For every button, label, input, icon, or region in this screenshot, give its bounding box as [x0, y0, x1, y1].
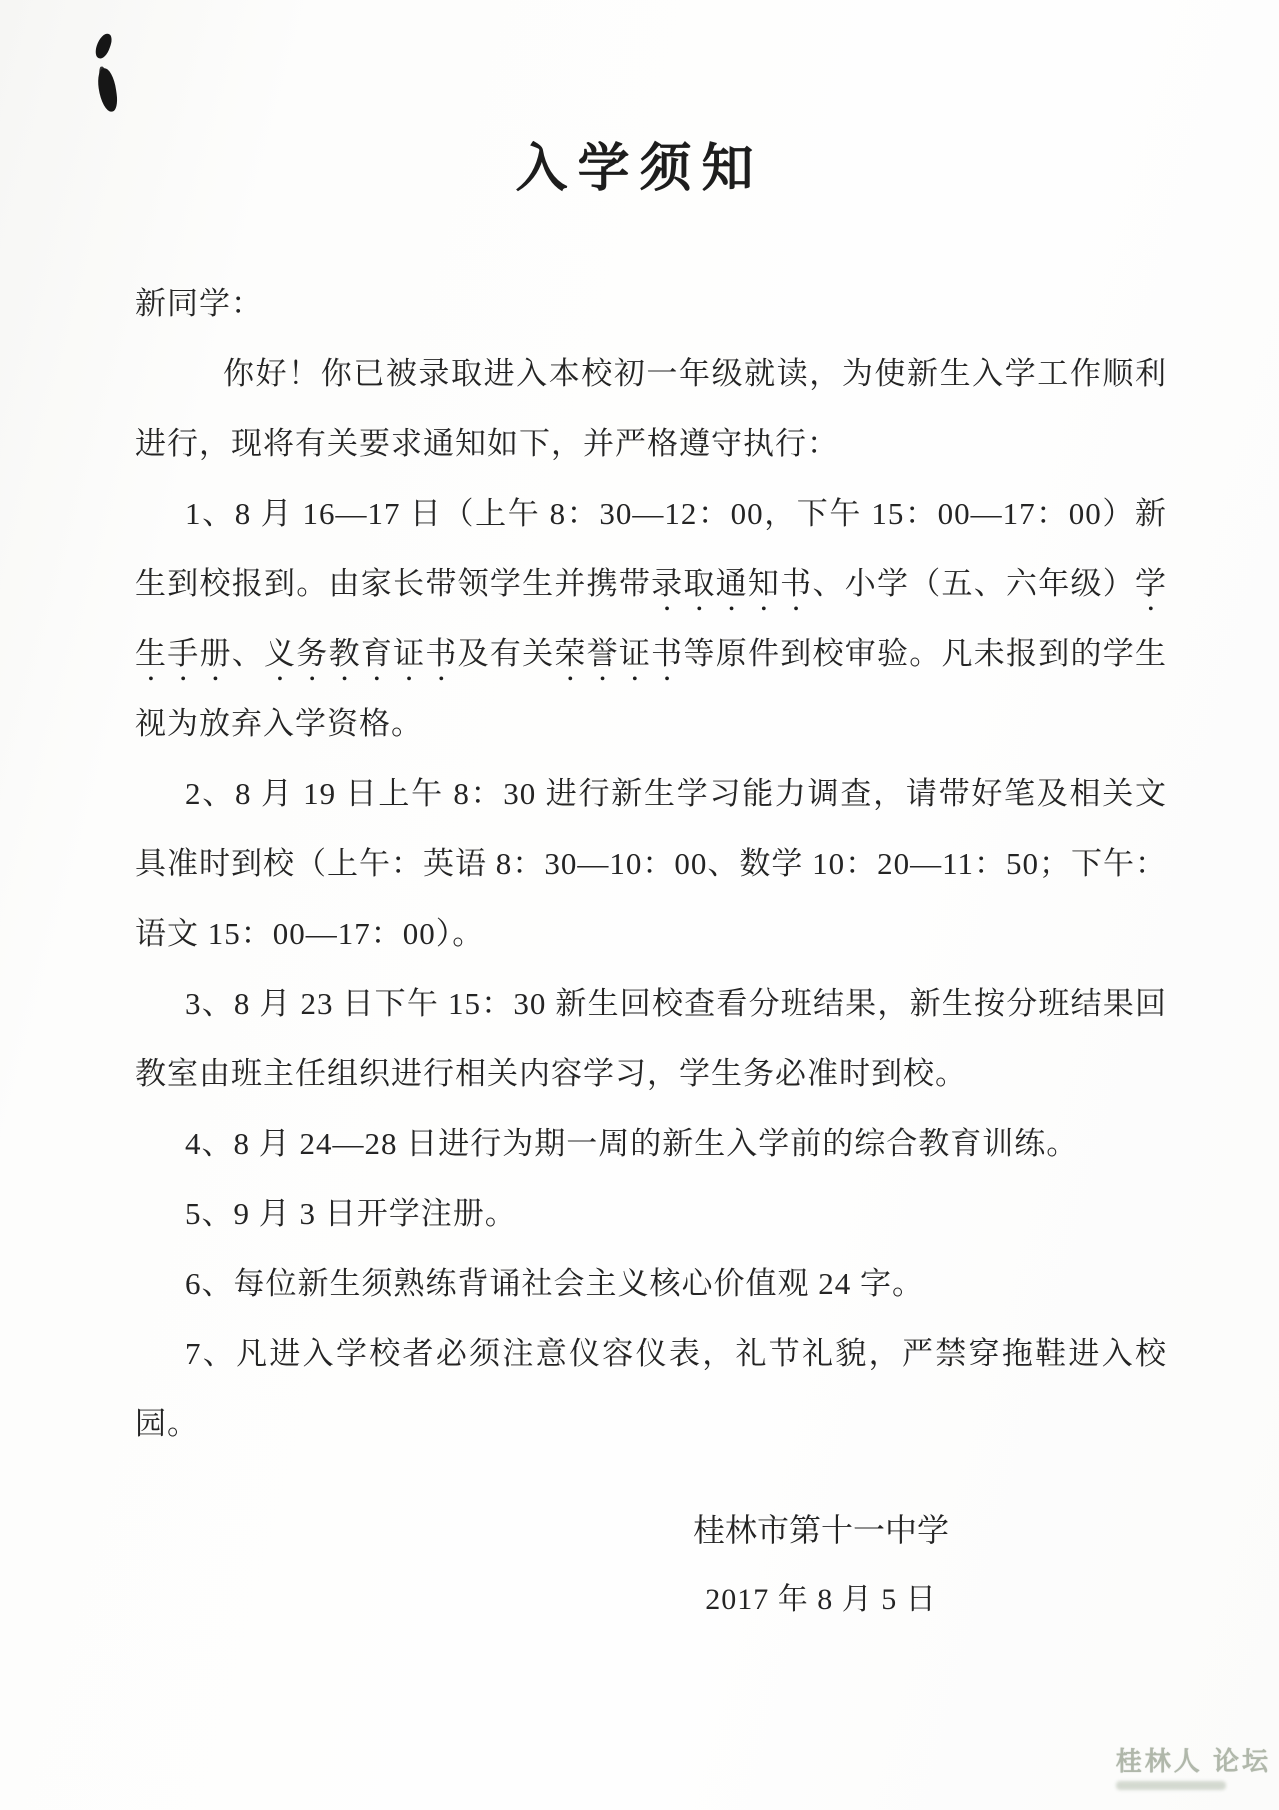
salutation: 新同学： [135, 286, 263, 321]
emphasized-text: 学生手册 [135, 566, 1168, 671]
intro-paragraph: 你好！你已被录取进入本校初一年级就读，为使新生入学工作顺利进行，现将有关要求通知如下，并严格遵守执行： [135, 356, 1167, 461]
watermark [1116, 1741, 1271, 1790]
notice-item-3: 3、8 月 23 日下午 15：30 新生回校查看分班结果，新生按分班结果回教室由班主任组织进行相关内容学习，学生务必准时到校。 [135, 986, 1167, 1091]
watermark-text: 桂林人 论坛 [1115, 1746, 1271, 1776]
emphasized-text: 荣誉证书 [554, 636, 684, 671]
notice-item-2: 2、8 月 19 日上午 8：30 进行新生学习能力调查，请带好笔及相关文具准时到校（上午：英语 8：30—10：00、数学 10：20—11：50；下午：语文 15：00—17：00）。 [135, 776, 1167, 951]
notice-item-5: 5、9 月 3 日开学注册。 [185, 1196, 517, 1231]
notice-item-1 [135, 479, 1167, 759]
text-segment: 、 [231, 636, 265, 671]
text-segment: 等原件到校审验。凡未报到的学生视为放弃入学资格。 [135, 636, 1168, 741]
notice-item-6: 6、每位新生须熟练背诵社会主义核心价值观 24 字。 [185, 1266, 924, 1301]
signature-date: 2017 年 8 月 5 日 [705, 1583, 937, 1616]
scan-smudge-mark [96, 67, 119, 113]
text-segment: 1、8 月 16—17 日（上午 8：30—12：00，下午 15：00—17：00）新生到校报到。由家长带领学生并携带 [135, 496, 1167, 601]
watermark-small-text [1116, 1781, 1226, 1790]
text-segment: 及有关 [457, 636, 555, 671]
school-name: 桂林市第十一中学 [692, 1512, 949, 1548]
notice-body [135, 269, 1167, 1459]
emphasized-text: 录取通知书 [651, 566, 813, 601]
notice-item-7: 7、凡进入学校者必须注意仪容仪表，礼节礼貌，严禁穿拖鞋进入校园。 [135, 1336, 1167, 1441]
emphasized-text: 义务教育证书 [264, 636, 458, 671]
signature-block [693, 1495, 949, 1635]
scan-smudge-mark [93, 32, 113, 61]
notice-item-4: 4、8 月 24—28 日进行为期一周的新生入学前的综合教育训练。 [185, 1126, 1079, 1161]
page-title: 入学须知 [515, 140, 764, 198]
text-segment: 、小学（五、六年级） [812, 566, 1136, 601]
